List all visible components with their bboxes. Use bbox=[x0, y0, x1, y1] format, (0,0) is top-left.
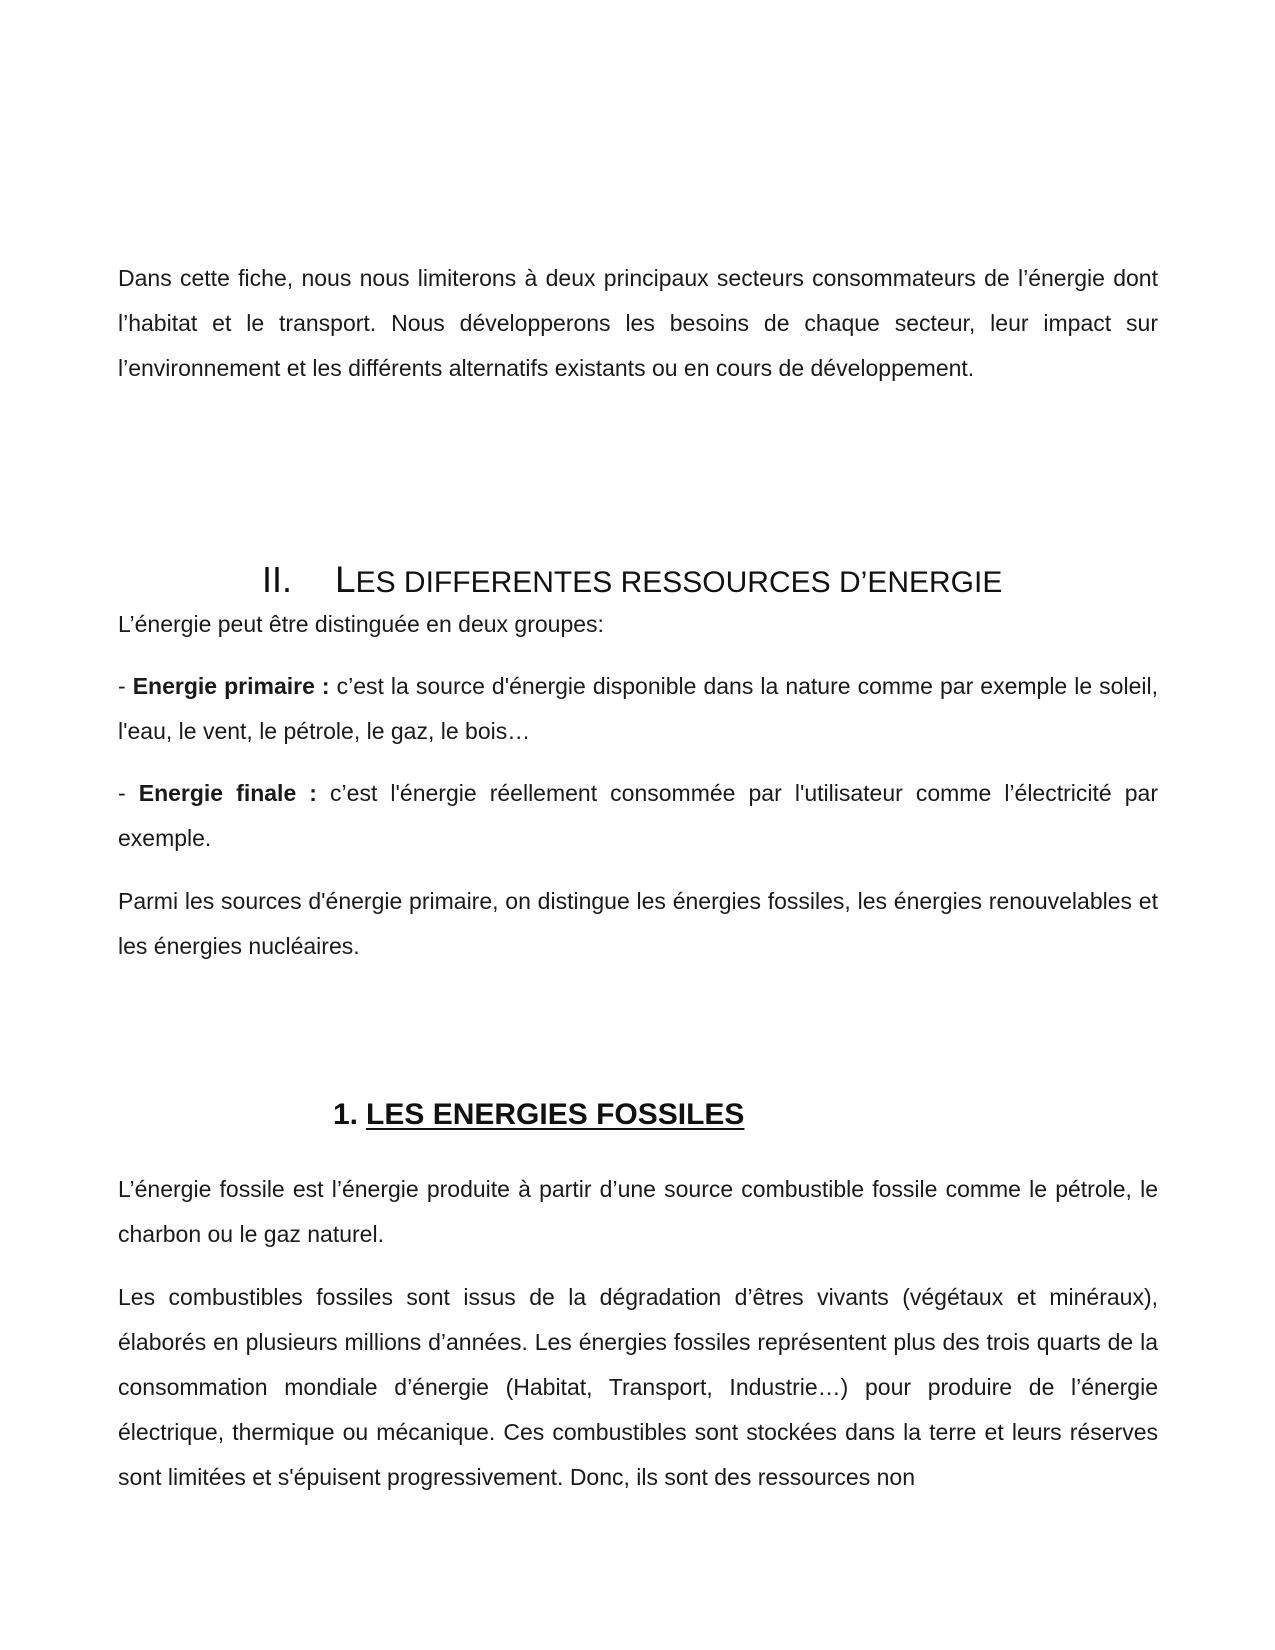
section-number: II. bbox=[262, 559, 293, 600]
groups-intro: L’énergie peut être distinguée en deux groupes: bbox=[118, 611, 604, 637]
fossil-definition-paragraph: L’énergie fossile est l’énergie produite à partir d’une source combustible fossile comme le pétrole, le charbon ou le gaz naturel. bbox=[118, 1176, 1158, 1247]
section-title-initial: L bbox=[335, 559, 356, 600]
primary-energy-item bbox=[118, 664, 1158, 754]
final-energy-text: c’est l'énergie réellement consommée par l'utilisateur comme l’électricité par exemple. bbox=[118, 780, 1158, 851]
subsection-heading bbox=[333, 1093, 744, 1137]
section-title-rest: ES DIFFERENTES RESSOURCES D’ENERGIE bbox=[355, 566, 1003, 599]
final-energy-item bbox=[118, 771, 1158, 861]
item-dash: - bbox=[118, 780, 139, 806]
primary-energy-term: Energie primaire : bbox=[132, 673, 330, 699]
final-energy-term: Energie finale : bbox=[138, 780, 317, 806]
primary-sources-paragraph: Parmi les sources d'énergie primaire, on distingue les énergies fossiles, les énergies renouvelables et les énergies nucléaires. bbox=[118, 888, 1158, 959]
intro-paragraph: Dans cette fiche, nous nous limiterons à deux principaux secteurs consommateurs de l’énergie dont l’habitat et le transport. Nous développerons les besoins de chaque secteur, leur impact sur l’environnement et les différents alternatifs existants ou en cours de développement. bbox=[118, 265, 1158, 381]
fossil-details-paragraph: Les combustibles fossiles sont issus de la dégradation d’êtres vivants (végétaux et minéraux), élaborés en plusieurs millions d’années. Les énergies fossiles représentent plus des trois quarts de la consommation mondiale d’énergie (Habitat, Transport, Industrie…) pour produire de l’énergie électrique, thermique ou mécanique. Ces combustibles sont stockées dans la terre et leurs réserves sont limitées et s'épuisent progressivement. Donc, ils sont des ressources non bbox=[118, 1284, 1158, 1490]
item-dash: - bbox=[118, 673, 133, 699]
primary-energy-text: c’est la source d'énergie disponible dans la nature comme par exemple le soleil, l'eau, le vent, le pétrole, le gaz, le bois… bbox=[118, 673, 1158, 744]
section-title bbox=[335, 555, 1002, 608]
subsection-title: LES ENERGIES FOSSILES bbox=[366, 1098, 745, 1131]
subsection-number: 1. bbox=[333, 1098, 359, 1131]
